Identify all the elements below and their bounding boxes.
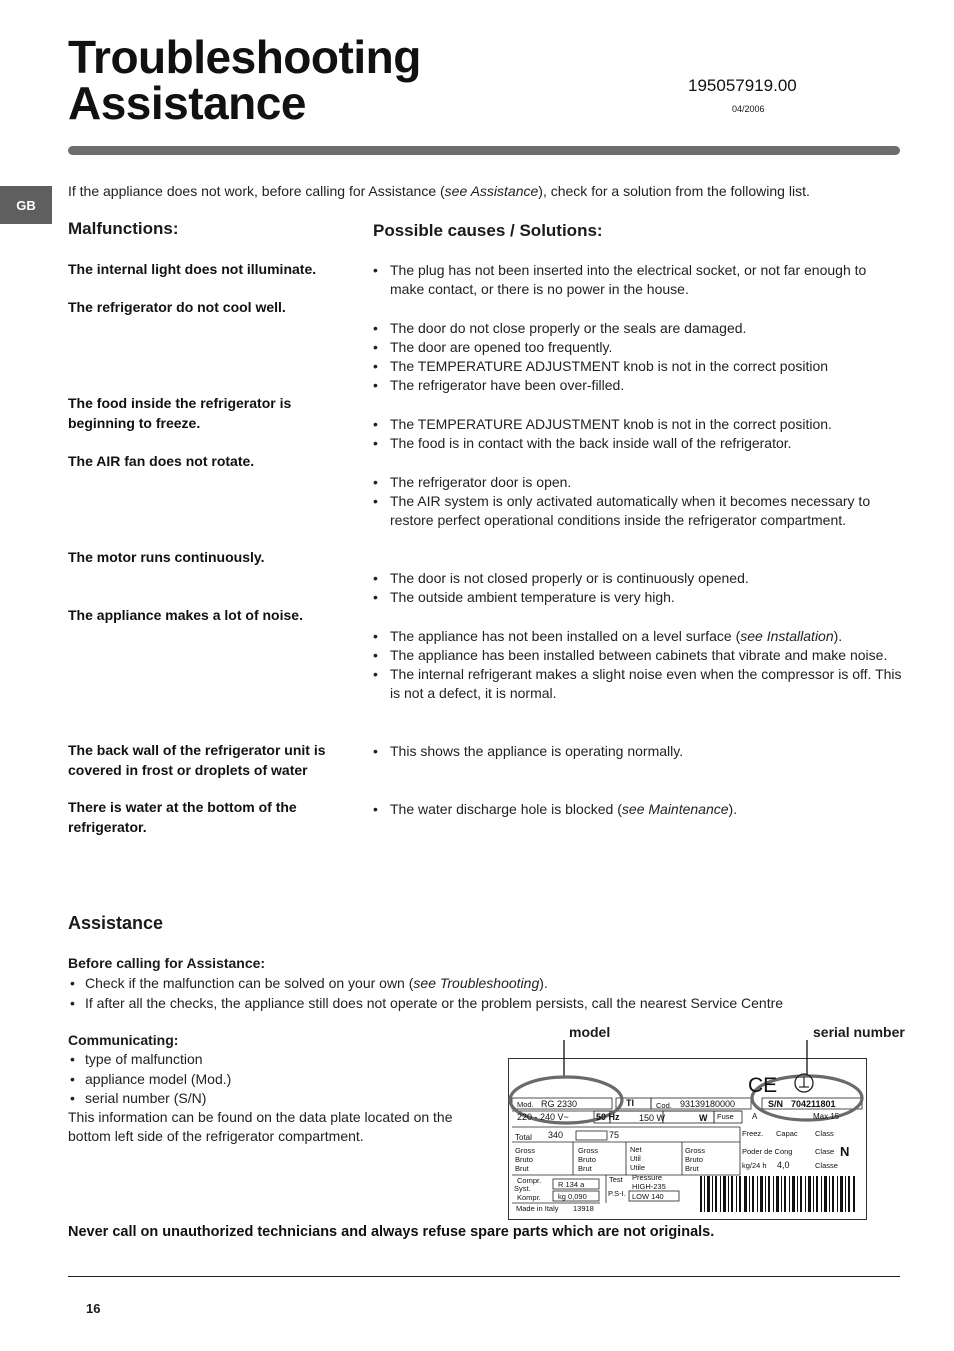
code-value: 93139180000 (680, 1099, 736, 1109)
cause-item: • The refrigerator door is open. (373, 473, 903, 492)
cause-item: • The door do not close properly or the seals are damaged. (373, 319, 903, 338)
svg-text:Gross: Gross (515, 1146, 536, 1155)
malfunction-item: The refrigerator do not cool well. (68, 299, 286, 315)
svg-text:A: A (752, 1112, 758, 1121)
serial-number-label: serial number (813, 1024, 905, 1040)
language-tab: GB (0, 186, 52, 224)
svg-text:Brut: Brut (578, 1164, 592, 1173)
cause-list (373, 742, 903, 761)
malfunction-item: There is water at the bottom of the refrigerator. (68, 799, 297, 835)
cause-item: • The appliance has been installed between cabinets that vibrate and make noise. (373, 646, 903, 665)
svg-text:Made in Italy: Made in Italy (516, 1204, 559, 1213)
title-line-1: Troubleshooting (68, 31, 421, 83)
before-calling-item: • Check if the malfunction can be solved on your own (see Troubleshooting). (68, 973, 908, 993)
svg-text:Bruto: Bruto (515, 1155, 533, 1164)
svg-text:P.S-I.: P.S-I. (608, 1189, 626, 1198)
svg-text:Net: Net (630, 1145, 642, 1154)
data-plate-info: This information can be found on the data plate located on the bottom left side of the refrigerator compartment. (68, 1109, 453, 1144)
cause-item: • The door is not closed properly or is continuously opened. (373, 569, 903, 588)
model-value: RG 2330 (541, 1099, 578, 1109)
cause-list (373, 319, 903, 395)
warning-text: Never call on unauthorized technicians and always refuse spare parts which are not originals. (68, 1224, 715, 1240)
causes-heading: Possible causes / Solutions: (373, 221, 603, 240)
intro-text: If the appliance does not work, before calling for Assistance (see Assistance), check for a solution from the following list. (68, 183, 810, 199)
communicating-heading: Communicating: (68, 1032, 179, 1048)
svg-text:R 134 a: R 134 a (558, 1180, 585, 1189)
cause-item: • The internal refrigerant makes a slight noise even when the compressor is off. This is not a defect, it is normal. (373, 665, 903, 703)
cause-item: • The refrigerator have been over-filled. (373, 376, 903, 395)
svg-text:Brut: Brut (515, 1164, 529, 1173)
cause-item: • The door are opened too frequently. (373, 338, 903, 357)
svg-text:Bruto: Bruto (578, 1155, 596, 1164)
before-calling-heading: Before calling for Assistance: (68, 955, 266, 971)
svg-text:Class: Class (815, 1129, 834, 1138)
assistance-heading: Assistance (68, 913, 164, 933)
cause-list (373, 261, 903, 299)
page-number: 16 (86, 1301, 101, 1316)
document-date: 04/2006 (732, 104, 765, 114)
svg-text:Util: Util (630, 1154, 641, 1163)
svg-text:Poder de Cong: Poder de Cong (742, 1147, 793, 1156)
svg-text:Cod.: Cod. (656, 1101, 672, 1110)
malfunction-item: The motor runs continuously. (68, 549, 265, 565)
document-number: 195057919.00 (688, 76, 797, 95)
malfunction-item: The AIR fan does not rotate. (68, 453, 255, 469)
svg-text:Brut: Brut (685, 1164, 699, 1173)
svg-text:TI: TI (626, 1098, 634, 1108)
svg-text:kg 0,090: kg 0,090 (558, 1192, 587, 1201)
cause-item: • The appliance has not been installed on a level surface (see Installation). (373, 627, 903, 646)
svg-text:Gross: Gross (578, 1146, 599, 1155)
communicating-list (68, 1050, 448, 1109)
cause-item: • This shows the appliance is operating normally. (373, 742, 903, 761)
cause-list (373, 569, 903, 607)
cause-item: • The outside ambient temperature is very high. (373, 588, 903, 607)
cause-list (373, 473, 903, 530)
svg-text:N: N (840, 1144, 850, 1159)
svg-text:Test: Test (609, 1175, 623, 1184)
svg-text:Classe: Classe (815, 1161, 838, 1170)
svg-text:Compr.: Compr. (517, 1176, 542, 1185)
svg-text:Total: Total (515, 1133, 532, 1142)
svg-text:Capac: Capac (776, 1129, 798, 1138)
intro-ref: see Assistance (444, 183, 539, 199)
communicating-item: • appliance model (Mod.) (68, 1070, 448, 1090)
svg-text:W: W (699, 1113, 708, 1123)
before-calling-item: • If after all the checks, the appliance still does not operate or the problem persists, call the nearest Service Centre (68, 993, 908, 1013)
svg-text:S/N: S/N (768, 1099, 784, 1109)
svg-text:150 W: 150 W (639, 1113, 666, 1123)
header-divider (68, 146, 900, 155)
ce-mark: CE (748, 1074, 778, 1097)
svg-text:Kompr.: Kompr. (517, 1193, 541, 1202)
malfunction-item: The food inside the refrigerator is beginning to freeze. (68, 395, 292, 431)
svg-text:Gross: Gross (685, 1146, 706, 1155)
footer-divider (68, 1276, 900, 1277)
svg-text:Clase: Clase (815, 1147, 835, 1156)
svg-text:LOW 140: LOW 140 (632, 1192, 664, 1201)
svg-text:75: 75 (609, 1130, 620, 1140)
communicating-item: • type of malfunction (68, 1050, 448, 1070)
cause-item: • The TEMPERATURE ADJUSTMENT knob is not in the correct position (373, 357, 903, 376)
malfunctions-heading: Malfunctions: (68, 219, 179, 238)
svg-text:220 - 240 V~: 220 - 240 V~ (517, 1112, 569, 1122)
cause-list (373, 627, 903, 703)
serial-value: 704211801 (791, 1099, 836, 1109)
svg-text:kg/24 h: kg/24 h (742, 1161, 767, 1170)
svg-text:Bruto: Bruto (685, 1155, 703, 1164)
svg-text:50 Hz: 50 Hz (596, 1112, 620, 1122)
data-plate-drawing (508, 1030, 908, 1225)
svg-text:Mod.: Mod. (517, 1100, 534, 1109)
communicating-item: • serial number (S/N) (68, 1089, 448, 1109)
svg-text:4,0: 4,0 (777, 1160, 790, 1170)
svg-text:Utile: Utile (630, 1163, 646, 1172)
svg-text:Fuse: Fuse (717, 1112, 734, 1121)
title-line-2: Assistance (68, 77, 306, 129)
svg-text:Max 15: Max 15 (813, 1112, 840, 1121)
malfunction-item: The internal light does not illuminate. (68, 261, 317, 277)
cause-list (373, 415, 903, 453)
cause-list (373, 800, 903, 819)
before-calling-list (68, 973, 908, 1013)
malfunction-item: The appliance makes a lot of noise. (68, 607, 303, 623)
malfunction-item: The back wall of the refrigerator unit is covered in frost or droplets of water (68, 742, 326, 778)
cause-item: • The water discharge hole is blocked (see Maintenance). (373, 800, 903, 819)
cause-item: • The food is in contact with the back inside wall of the refrigerator. (373, 434, 903, 453)
cause-item: • The AIR system is only activated automatically when it becomes necessary to restore perfect operational conditions inside the refrigerator compartment. (373, 492, 903, 530)
model-label: model (569, 1024, 611, 1040)
svg-text:Freez.: Freez. (742, 1129, 764, 1138)
svg-text:13918: 13918 (573, 1204, 594, 1213)
svg-text:Pressure: Pressure (632, 1173, 663, 1182)
cause-item: • The TEMPERATURE ADJUSTMENT knob is not in the correct position. (373, 415, 903, 434)
svg-text:HIGH-235: HIGH-235 (632, 1182, 666, 1191)
svg-text:340: 340 (548, 1130, 564, 1140)
svg-text:Syst.: Syst. (514, 1184, 531, 1193)
page-title (68, 31, 421, 129)
barcode (700, 1176, 855, 1212)
cause-item: • The plug has not been inserted into the electrical socket, or not far enough to make contact, or there is no power in the house. (373, 261, 903, 299)
